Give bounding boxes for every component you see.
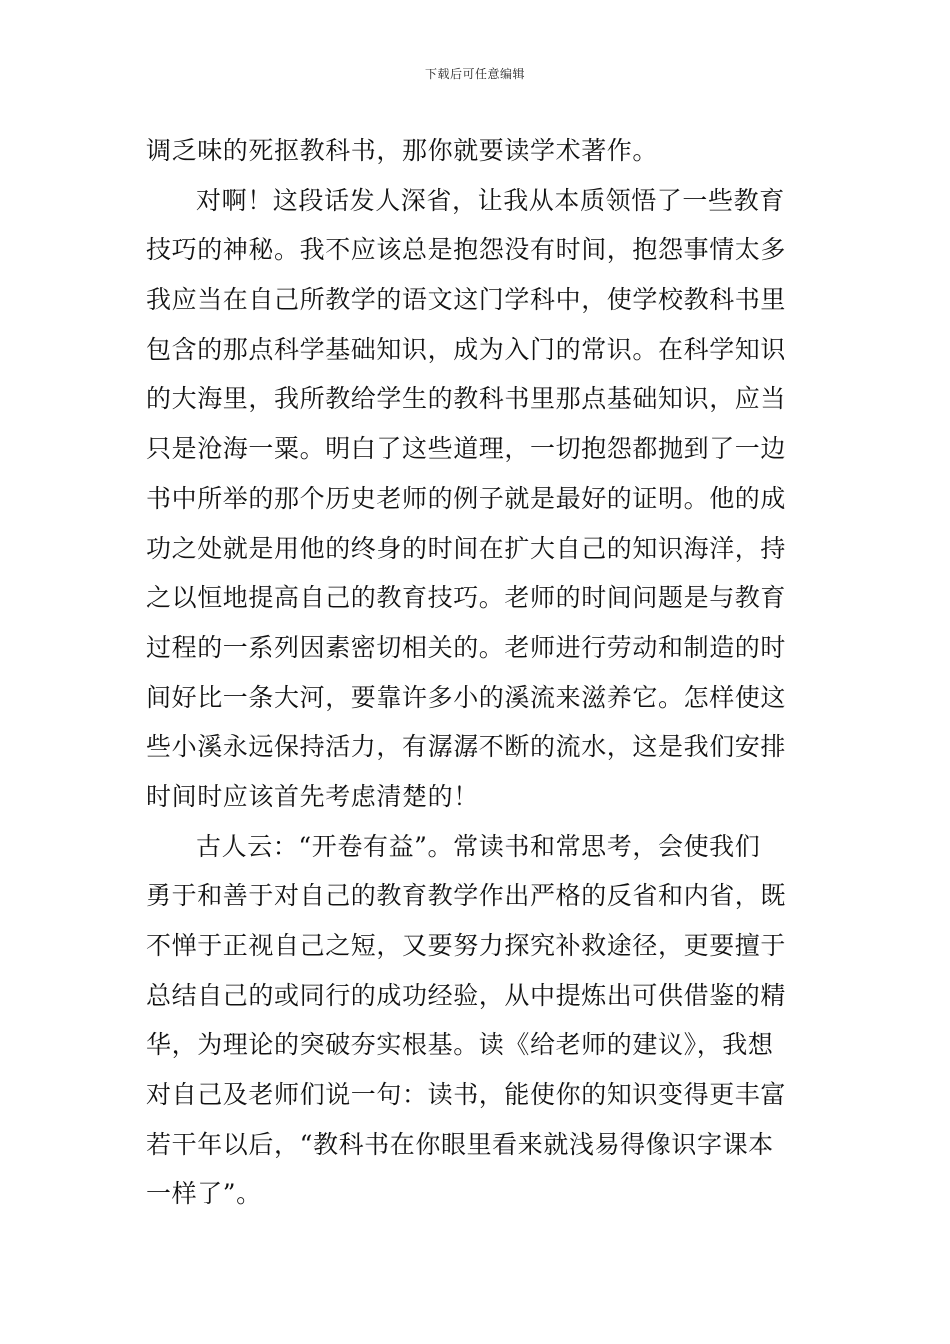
- text-line: 些小溪永远保持活力，有潺潺不断的流水，这是我们安排: [146, 732, 787, 762]
- text-line: 总结自己的或同行的成功经验，从中提炼出可供借鉴的精: [146, 980, 787, 1010]
- text-line: 只是沧海一粟。明白了这些道理，一切抱怨都抛到了一边: [146, 434, 787, 464]
- text-line: 一样了”。: [146, 1179, 262, 1209]
- text-line: 书中所举的那个历史老师的例子就是最好的证明。他的成: [146, 483, 787, 513]
- text-line: 的大海里，我所教给学生的教科书里那点基础知识，应当: [146, 384, 787, 414]
- text-line: 勇于和善于对自己的教育教学作出严格的反省和内省，既: [146, 881, 787, 911]
- text-line: 我应当在自己所教学的语文这门学科中，使学校教科书里: [146, 285, 787, 315]
- text-line: 包含的那点科学基础知识，成为入门的常识。在科学知识: [146, 334, 787, 364]
- text-line: 对自己及老师们说一句：读书，能使你的知识变得更丰富: [146, 1080, 787, 1110]
- text-line: 对啊！这段话发人深省，让我从本质领悟了一些教育: [196, 185, 785, 215]
- text-line: 间好比一条大河，要靠许多小的溪流来滋养它。怎样使这: [146, 682, 787, 712]
- body-text: [146, 126, 806, 1219]
- text-line: 不惮于正视自己之短，又要努力探究补救途径，更要擅于: [146, 931, 787, 960]
- text-line: 古人云：“开卷有益”。常读书和常思考，会使我们: [196, 831, 761, 861]
- text-line: 技巧的神秘。我不应该总是抱怨没有时间，抱怨事情太多: [146, 235, 787, 265]
- text-line: 调乏味的死抠教科书，那你就要读学术著作。: [146, 136, 659, 165]
- text-line: 华，为理论的突破夯实根基。读《给老师的建议》，我想: [146, 1030, 774, 1060]
- text-line: 若干年以后，“教科书在你眼里看来就浅易得像识字课本: [146, 1129, 774, 1159]
- text-line: 之以恒地提高自己的教育技巧。老师的时间问题是与教育: [146, 583, 787, 613]
- text-line: 过程的一系列因素密切相关的。老师进行劳动和制造的时: [146, 632, 787, 662]
- text-line: 功之处就是用他的终身的时间在扩大自己的知识海洋，持: [146, 533, 787, 563]
- page-header: 下载后可任意编辑: [424, 67, 525, 81]
- text-line: 时间时应该首先考虑清楚的！: [146, 781, 479, 811]
